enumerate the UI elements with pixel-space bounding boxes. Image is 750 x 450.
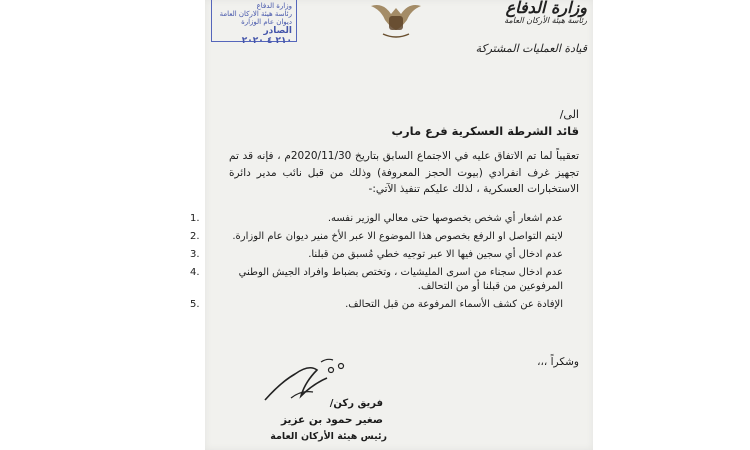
item-text: الإفادة عن كشف الأسماء المرفوعة من قبل التحالف. — [345, 299, 563, 310]
item-number: 4. — [190, 267, 200, 278]
registry-stamp — [211, 0, 297, 47]
closing: وشكراً ،،، — [537, 356, 579, 368]
addressee: قائد الشرطة العسكرية فرع مارب — [391, 124, 579, 138]
signatory-title: رئيس هيئة الأركان العامة — [270, 431, 387, 442]
stamp-label: الصادر — [263, 26, 292, 37]
intro-paragraph: تعقيباً لما تم الاتفاق عليه في الاجتماع السابق بتاريخ 2020/11/30م ، فإنه قد تم تجهيز غرف انفرادي (بيوت الحجز المعروفة) وذلك من قبل نائب مدير دائرة الاستخبارات العسكرية ، لذلك عليكم تنفيذ الآتي:- — [229, 150, 580, 195]
eagle-emblem-icon — [365, 0, 427, 40]
ministry-name: وزارة الدفاع — [505, 0, 587, 17]
command-name: قيادة العمليات المشتركة — [475, 42, 587, 55]
item-number: 3. — [190, 249, 200, 260]
item-text: لايتم التواصل او الرفع بخصوص هذا الموضوع الا عبر الأخ منير ديوان عام الوزارة. — [232, 231, 563, 242]
salutation: الى/ — [559, 108, 579, 121]
signatory-name: صغير حمود بن عزيز — [280, 414, 383, 426]
signatory-rank: فريق ركن/ — [329, 398, 383, 409]
instruction-list — [190, 212, 579, 316]
list-item — [190, 298, 563, 312]
stamp-date: ٢١٠ ٤ ٢٠٢٠ — [241, 36, 292, 47]
stamp-line: رئاسة هيئة الاركان العامة — [219, 10, 292, 19]
letterhead — [467, 0, 587, 56]
item-number: 5. — [190, 299, 200, 310]
list-item — [190, 266, 563, 294]
item-text: عدم ادخال سجناء من اسرى المليشيات ، وتختص بضباط وافراد الجيش الوطني المرفوعين من قبلنا أو من التحالف. — [238, 267, 563, 292]
stamp-line: وزارة الدفاع — [256, 2, 292, 10]
item-number: 1. — [190, 213, 200, 224]
ministry-sub: رئاسة هيئة الأركان العامة — [504, 16, 587, 25]
document-page — [190, 0, 593, 450]
item-text: عدم ادخال أي سجين فيها الا عبر توجيه خطي مُسبق من قبلنا. — [308, 249, 563, 260]
stamp-line: ديوان عام الوزارة — [241, 18, 292, 27]
item-number: 2. — [190, 231, 200, 242]
list-item — [190, 230, 563, 244]
item-text: عدم اشعار أي شخص بخصوصها حتى معالي الوزير نفسه. — [327, 213, 563, 224]
list-item — [190, 212, 563, 226]
list-item — [190, 248, 563, 262]
